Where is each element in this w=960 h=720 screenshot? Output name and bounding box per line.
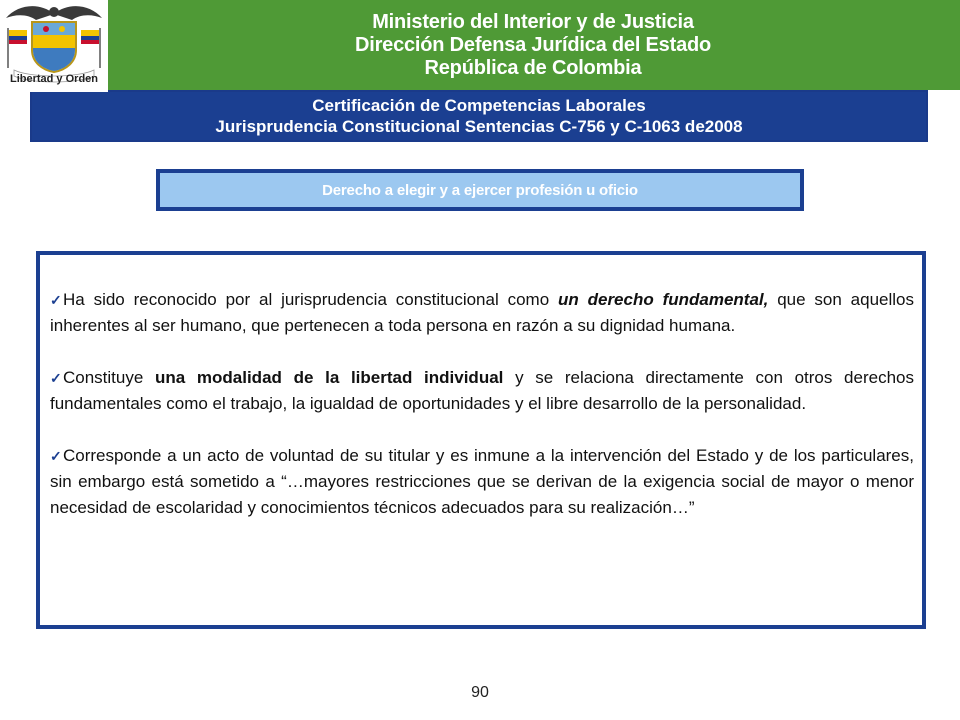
section-subtitle-text: Derecho a elegir y a ejercer profesión u oficio [322,181,638,199]
logo-motto: Libertad y Orden [9,73,99,85]
bullet-text: que son aquellos inherentes al ser humano, que pertenecen a toda persona en razón a su dignidad humana. [50,290,914,335]
bullet-text: Ha sido reconocido por al jurisprudencia constitucional como [63,290,558,309]
bullet-emphasis: un derecho fundamental, [558,290,769,309]
bullet-emphasis: una modalidad de la libertad individual [155,368,504,387]
page-number: 90 [471,684,489,701]
bullet-text: Corresponde a un acto de voluntad de su titular y es inmune a la intervención del Estado y de los particulares, sin embargo está sometido a “…mayores restricciones que se derivan de la exigencia social de mayor o menor necesidad de escolaridad y conocimientos técnicos adecuados para su realización…” [50,446,914,517]
coat-of-arms-logo [0,0,108,92]
bullet-text: Constituye [63,368,155,387]
banner-subtitle: Jurisprudencia Constitucional Sentencias C-756 y C-1063 de2008 [215,117,743,136]
section-subtitle [156,169,804,211]
check-icon: ✓ [50,448,62,464]
content-box [36,251,926,629]
ministry-name: Ministerio del Interior y de Justicia [372,10,694,33]
country-name: República de Colombia [424,56,642,79]
bullet-item [50,365,914,417]
banner-title: Certificación de Competencias Laborales [312,96,646,115]
bullet-text: y se relaciona directamente con otros derechos fundamentales como el trabajo, la igualdad de oportunidades y el libre desarrollo de la personalidad. [50,368,914,413]
title-banner [30,90,928,142]
directorate-name: Dirección Defensa Jurídica del Estado [354,33,712,56]
check-icon: ✓ [50,370,62,386]
ministry-header [106,0,960,90]
bullet-item [50,287,914,339]
bullet-item [50,443,914,521]
check-icon: ✓ [50,292,62,308]
